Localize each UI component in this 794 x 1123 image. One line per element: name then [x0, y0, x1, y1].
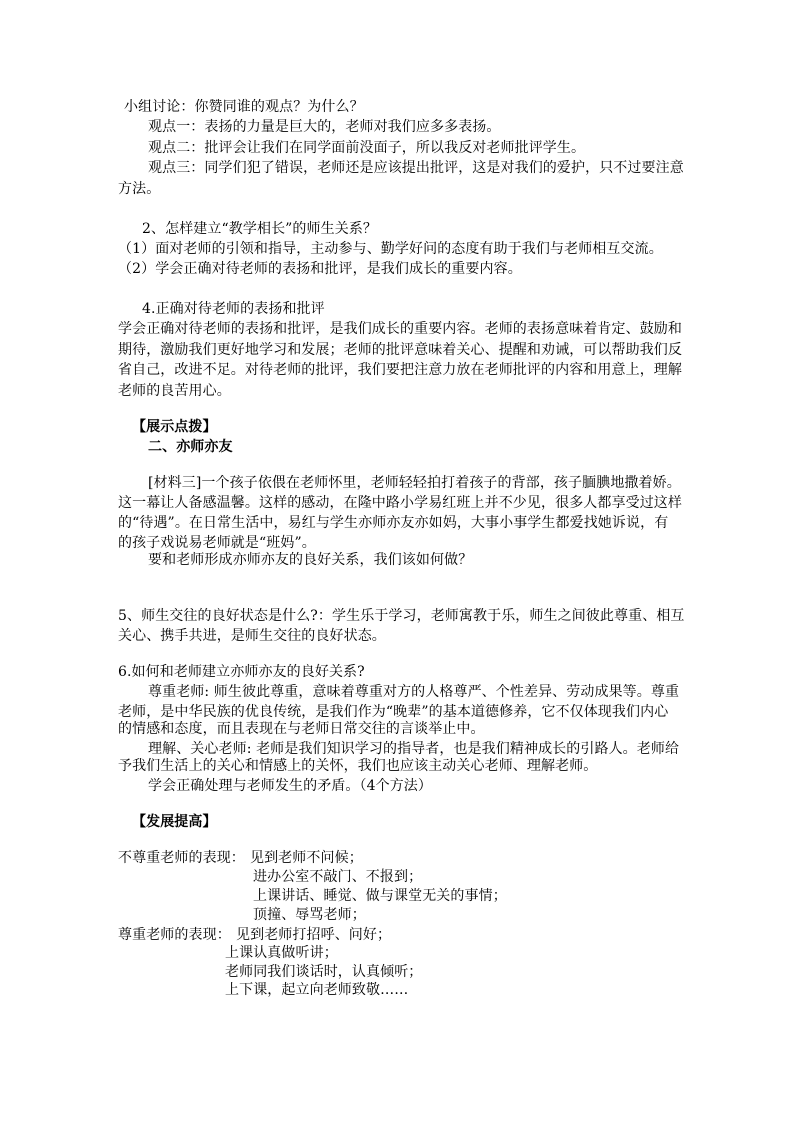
q5-line1: 5、师生交往的良好状态是什么?：学生乐于学习，老师寓教于乐，师生之间彼此尊重、相互 — [118, 608, 685, 624]
q4-title: 4.正确对待老师的表扬和批评 — [142, 301, 325, 317]
material-question: 要和老师形成亦师亦友的良好关系，我们该如何做？ — [148, 552, 473, 568]
q2-title: 2、怎样建立“教学相长”的师生关系？ — [142, 221, 378, 237]
view-two: 观点二：批评会让我们在同学面前没面子，所以我反对老师批评学生。 — [148, 140, 586, 156]
care-line: 理解、关心老师: 老师是我们知识学习的指导者，也是我们精神成长的引路人。老师给 — [148, 741, 680, 757]
disrespect-item: 上课讲话、睡觉、做与课堂无关的事情； — [253, 888, 507, 904]
section-title: 二、亦师亦友 — [148, 439, 233, 455]
respect-item: 老师同我们谈话时，认真倾听； — [225, 964, 423, 980]
q2-point2: （2）学会正确对待老师的表扬和批评，是我们成长的重要内容。 — [118, 261, 522, 277]
respect-line: 的情感和态度，而且表现在与老师日常交往的言谈举止中。 — [118, 721, 485, 737]
view-three-line2: 方法。 — [118, 181, 161, 197]
material-line: 的孩子戏说易老师就是“班妈”。 — [118, 535, 316, 551]
material-line: [材料三]一个孩子依偎在老师怀里，老师轻轻拍打着孩子的背部，孩子腼腆地撒着娇。 — [148, 475, 681, 491]
q4-line: 省自己，改进不足。对待老师的批评，我们要把注意力放在老师批评的内容和用意上，理解 — [118, 362, 682, 378]
view-one: 观点一：表扬的力量是巨大的，老师对我们应多多表扬。 — [148, 119, 501, 135]
view-three-line1: 观点三：同学们犯了错误，老师还是应该提出批评，这是对我们的爱护，只不过要注意 — [148, 160, 684, 176]
material-line: 的“待遇”。在日常生活中，易红与学生亦师亦友亦如妈，大事小事学生都爱找她诉说，有 — [118, 515, 669, 531]
q4-line: 老师的良苦用心。 — [118, 383, 231, 399]
q4-line: 期待，激励我们更好地学习和发展；老师的批评意味着关心、提醒和劝诫，可以帮助我们反 — [118, 342, 682, 358]
disrespect-item: 进办公室不敲门、不报到； — [253, 869, 423, 885]
care-line: 予我们生活上的关心和情感上的关怀，我们也应该主动关心老师、理解老师。 — [118, 758, 598, 774]
q6-title: 6.如何和老师建立亦师亦友的良好关系? — [118, 664, 365, 680]
q4-line: 学会正确对待老师的表扬和批评，是我们成长的重要内容。老师的表扬意味着肯定、鼓励和 — [118, 321, 682, 337]
respect-item: 见到老师打招呼、问好； — [236, 927, 392, 943]
disrespect-item: 见到老师不问候； — [250, 850, 363, 866]
q2-point1: （1）面对老师的引领和指导，主动参与、勤学好问的态度有助于我们与老师相互交流。 — [118, 241, 663, 257]
conflict-note: 学会正确处理与老师发生的矛盾。（4个方法） — [148, 778, 433, 794]
showcase-heading: 【展示点拨】 — [132, 419, 217, 435]
material-line: 这一幕让人备感温馨。这样的感动，在隆中路小学易红班上并不少见，很多人都享受过这样 — [118, 495, 682, 511]
respect-item: 上下课，起立向老师致敬…… — [225, 982, 409, 998]
respect-line: 尊重老师: 师生彼此尊重，意味着尊重对方的人格尊严、个性差异、劳动成果等。尊重 — [148, 684, 680, 700]
respect-line: 老师，是中华民族的优良传统，是我们作为“晚辈”的基本道德修养，它不仅体现我们内心 — [118, 704, 669, 720]
develop-heading: 【发展提高】 — [132, 814, 217, 830]
disrespect-item: 顶撞、辱骂老师； — [253, 907, 366, 923]
respect-label: 尊重老师的表现： — [118, 927, 231, 943]
q5-line2: 关心、携手共进，是师生交往的良好状态。 — [118, 628, 386, 644]
disrespect-label: 不尊重老师的表现： — [118, 850, 245, 866]
respect-item: 上课认真做听讲； — [225, 945, 338, 961]
discussion-question: 小组讨论：你赞同谁的观点？为什么？ — [124, 99, 364, 115]
